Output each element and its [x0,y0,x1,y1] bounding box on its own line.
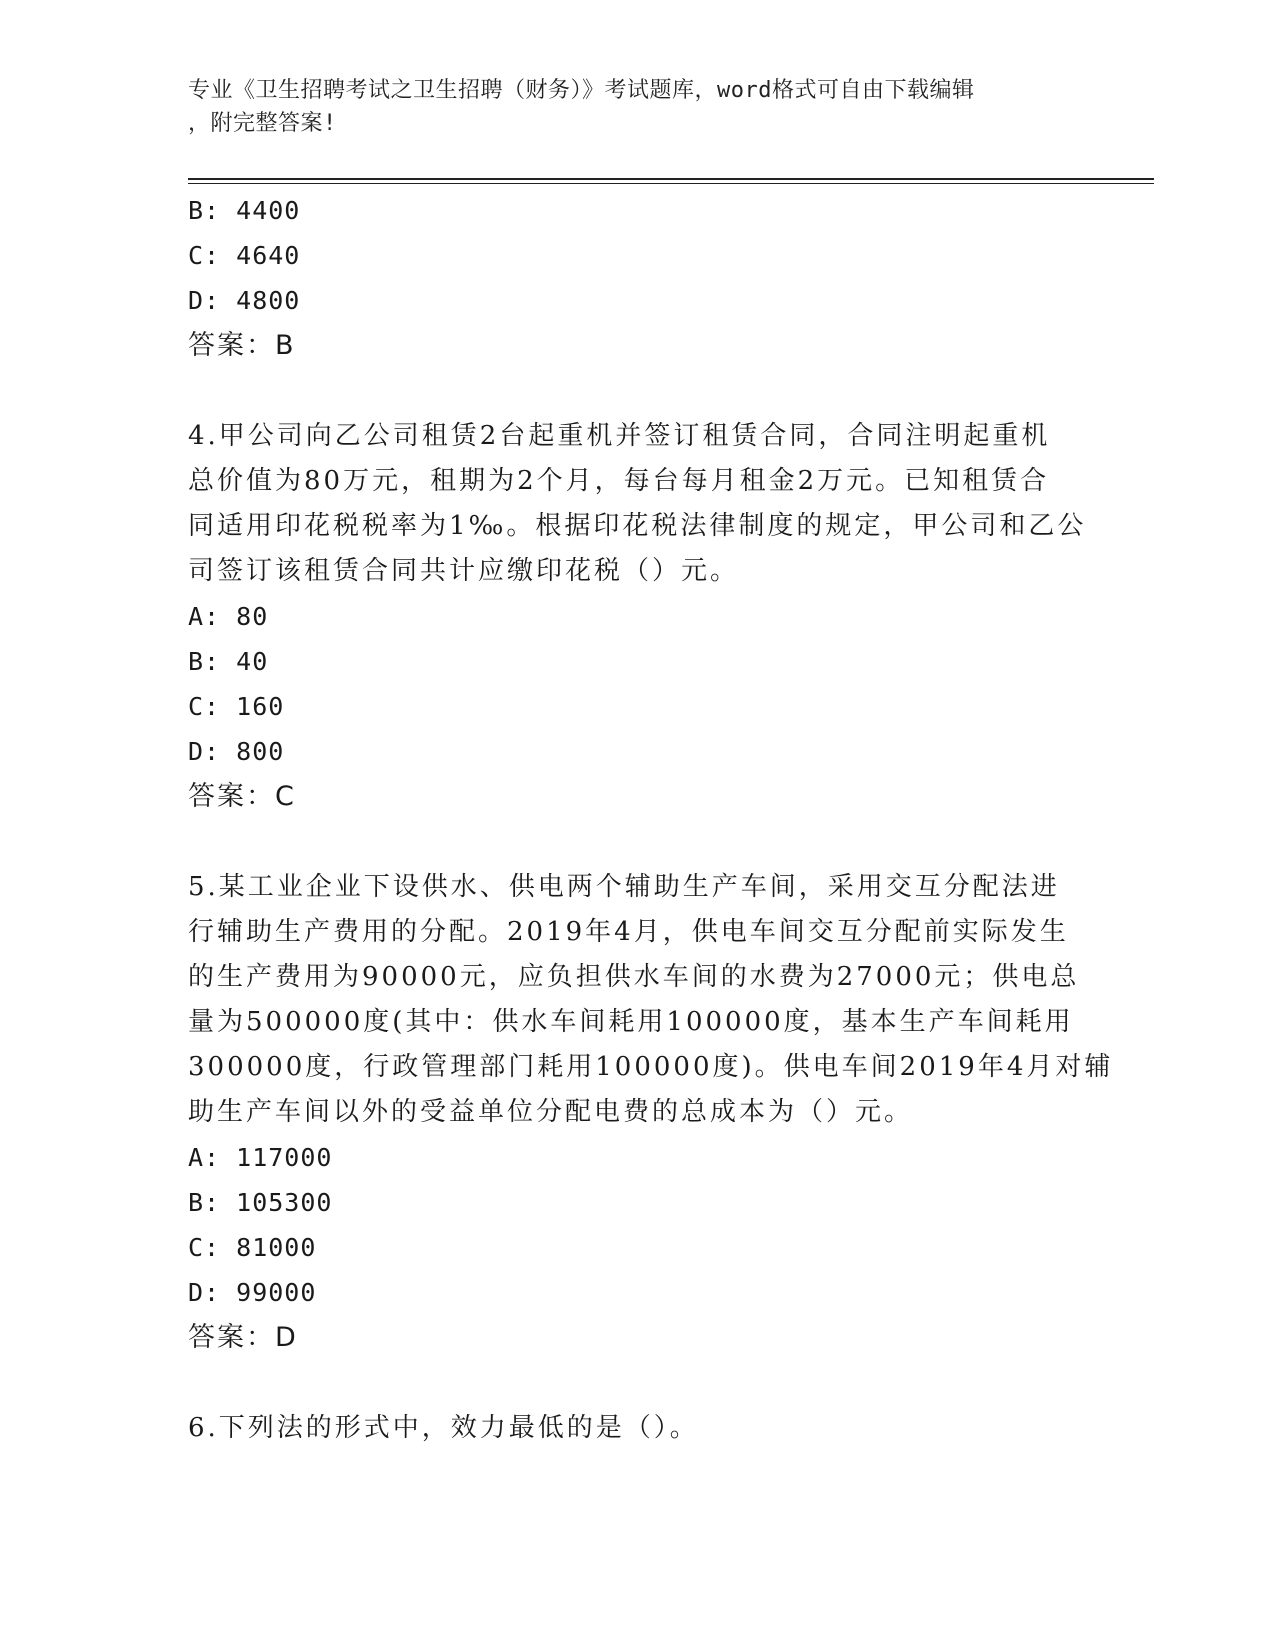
option-b: B: 40 [188,647,269,676]
question-text-line: 总价值为80万元，租期为2个月，每台每月租金2万元。已知租赁合 [188,466,1050,496]
question-6 [188,1406,1088,1451]
question-text-line: 司签订该租赁合同共计应缴印花税（）元。 [188,556,740,586]
header-line-2: ，附完整答案! [188,111,337,136]
question-3 [188,188,1088,368]
document-header [188,74,1088,140]
question-text-line: 助生产车间以外的受益单位分配电费的总成本为（）元。 [188,1097,914,1127]
question-text-line: 5.某工业企业下设供水、供电两个辅助生产车间，采用交互分配法进 [188,872,1060,902]
answer: 答案：B [188,330,296,361]
option-c: C: 81000 [188,1233,317,1262]
question-text-line: 4.甲公司向乙公司租赁2台起重机并签订租赁合同，合同注明起重机 [188,421,1051,451]
question-5 [188,865,1114,1360]
question-text-line: 行辅助生产费用的分配。2019年4月，供电车间交互分配前实际发生 [188,917,1069,947]
header-line-1: 专业《卫生招聘考试之卫生招聘（财务）》考试题库，word格式可自由下载编辑 [188,78,975,103]
question-text-line: 的生产费用为90000元，应负担供水车间的水费为27000元；供电总 [188,962,1080,992]
header-divider-thick [188,178,1154,180]
option-c: C: 4640 [188,241,301,270]
option-a: A: 117000 [188,1143,333,1172]
option-c: C: 160 [188,692,285,721]
header-divider-thin [188,183,1154,184]
answer: 答案：C [188,781,296,812]
option-b: B: 105300 [188,1188,333,1217]
question-list [188,188,1114,1451]
option-d: D: 800 [188,737,285,766]
answer: 答案：D [188,1322,298,1353]
option-d: D: 99000 [188,1278,317,1307]
question-text-line: 6.下列法的形式中，效力最低的是（）。 [188,1413,699,1443]
option-b: B: 4400 [188,196,301,225]
question-text-line: 同适用印花税税率为1‰。根据印花税法律制度的规定，甲公司和乙公 [188,511,1087,541]
option-a: A: 80 [188,602,269,631]
question-text-line: 量为500000度(其中：供水车间耗用100000度，基本生产车间耗用 [188,1007,1074,1037]
option-d: D: 4800 [188,286,301,315]
question-4 [188,414,1088,819]
question-text-line: 300000度，行政管理部门耗用100000度)。供电车间2019年4月对辅 [188,1052,1114,1082]
